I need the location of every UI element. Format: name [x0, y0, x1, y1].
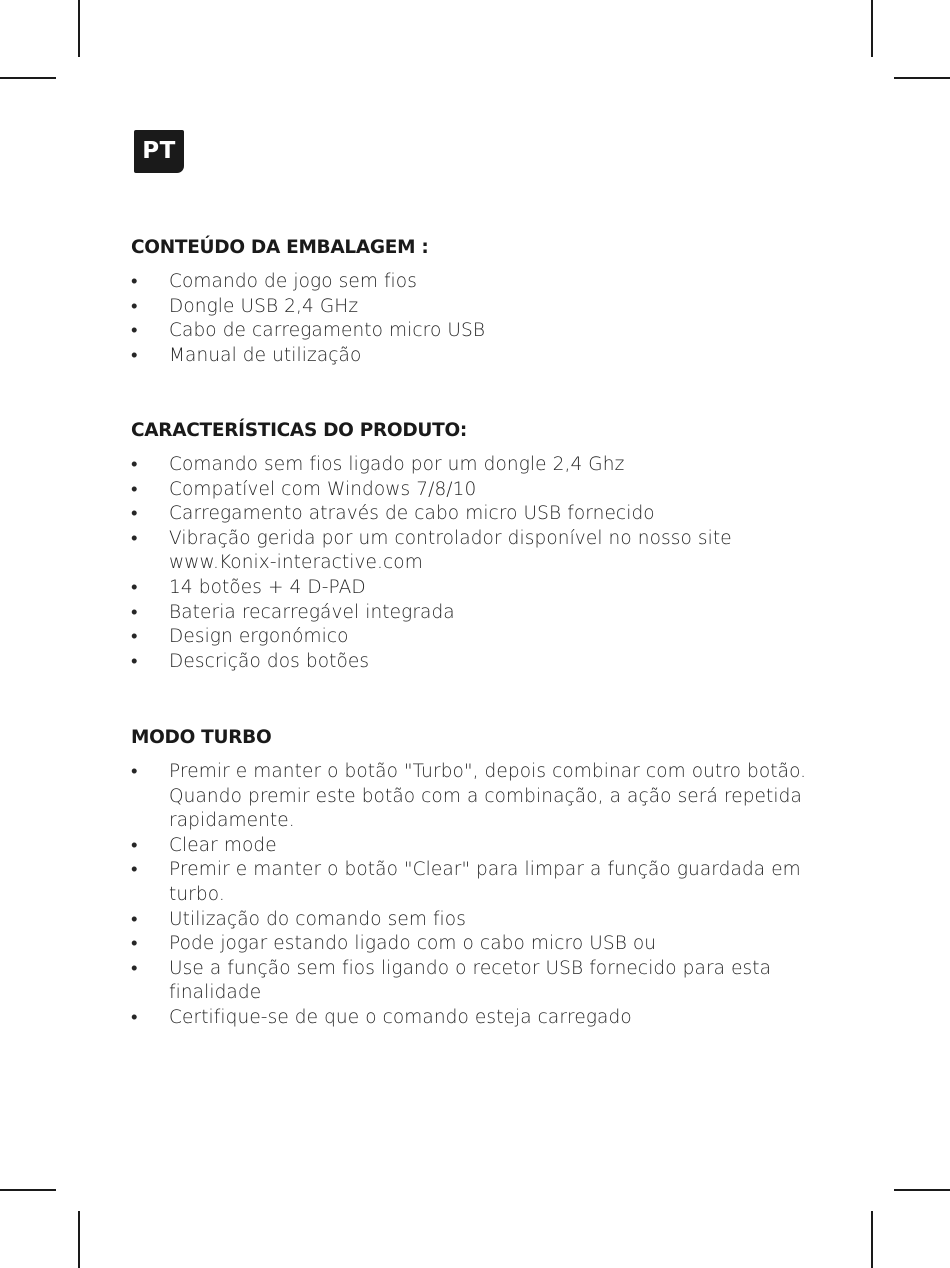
list-item-text: Vibração gerida por um controlador disponível no nosso site www.Konix-interactive.com	[169, 527, 732, 574]
crop-mark-top-left-vertical	[78, 0, 80, 57]
bullet-icon: •	[131, 957, 138, 979]
bullet-icon: •	[131, 271, 138, 292]
list-item	[131, 527, 831, 576]
list-item-text: Use a função sem fios ligando o recetor USB fornecido para esta finalidade	[169, 957, 772, 1004]
list-item	[131, 319, 831, 344]
bullet-icon: •	[131, 834, 138, 856]
crop-mark-bottom-right-horizontal	[894, 1189, 950, 1191]
section-title: MODO TURBO	[131, 727, 272, 748]
list-item-text: 14 botões + 4 D-PAD	[169, 576, 366, 598]
list-item	[131, 478, 831, 503]
bullet-icon: •	[131, 344, 138, 366]
crop-mark-bottom-left-horizontal	[0, 1189, 56, 1191]
list-item-text: Premir e manter o botão "Turbo", depois combinar com outro botão. Quando premir este botão com a combinação, a ação será repetida rapidamente.	[169, 761, 807, 832]
section-package-contents	[131, 236, 831, 368]
bullet-icon: •	[131, 626, 138, 648]
bullet-icon: •	[131, 527, 138, 549]
list-item	[131, 576, 831, 601]
bullet-icon: •	[131, 933, 138, 955]
list-item-text: Bateria recarregável integrada	[169, 601, 455, 623]
bullet-icon: •	[131, 454, 138, 475]
item-list	[131, 270, 831, 368]
crop-mark-top-right-horizontal	[894, 77, 950, 79]
list-item	[131, 344, 831, 369]
crop-mark-top-right-vertical	[871, 0, 873, 57]
list-item	[131, 1006, 831, 1031]
list-item	[131, 453, 831, 478]
list-item	[131, 295, 831, 320]
list-item-text: Certifique-se de que o comando esteja carregado	[169, 1006, 632, 1028]
list-item-text: Clear mode	[169, 834, 277, 856]
list-item-text: Compatível com Windows 7/8/10	[169, 478, 477, 500]
list-item	[131, 650, 831, 675]
crop-mark-bottom-right-vertical	[871, 1211, 873, 1268]
bullet-icon: •	[131, 908, 138, 930]
list-item-text: Cabo de carregamento micro USB	[169, 320, 486, 342]
list-item-text: Carregamento através de cabo micro USB fornecido	[169, 503, 655, 525]
list-item	[131, 932, 831, 957]
list-item	[131, 601, 831, 626]
section-title: CARACTERÍSTICAS DO PRODUTO:	[131, 420, 467, 441]
bullet-icon: •	[131, 761, 138, 782]
bullet-icon: •	[131, 320, 138, 342]
crop-mark-bottom-left-vertical	[78, 1211, 80, 1268]
section-product-features	[131, 419, 831, 674]
bullet-icon: •	[131, 601, 138, 623]
list-item	[131, 760, 831, 834]
list-item	[131, 908, 831, 933]
language-badge: PT	[134, 130, 184, 173]
list-item-text: Descrição dos botões	[169, 650, 370, 672]
bullet-icon: •	[131, 859, 138, 881]
list-item-text: Utilização do comando sem fios	[169, 908, 466, 930]
list-item-text: Comando sem fios ligado por um dongle 2,4 Ghz	[169, 454, 625, 475]
bullet-icon: •	[131, 478, 138, 500]
bullet-icon: •	[131, 295, 138, 317]
bullet-icon: •	[131, 503, 138, 525]
item-list	[131, 453, 831, 674]
list-item	[131, 502, 831, 527]
list-item-text: Dongle USB 2,4 GHz	[169, 295, 359, 317]
list-item-text: Design ergonómico	[169, 626, 349, 648]
list-item	[131, 957, 831, 1006]
bullet-icon: •	[131, 1006, 138, 1028]
list-item-text: Premir e manter o botão "Clear" para limpar a função guardada em turbo.	[169, 859, 801, 905]
list-item-text: Comando de jogo sem fios	[169, 271, 417, 292]
list-item	[131, 625, 831, 650]
section-title: CONTEÚDO DA EMBALAGEM :	[131, 237, 429, 258]
list-item	[131, 858, 831, 907]
list-item-text: Pode jogar estando ligado com o cabo micro USB ou	[169, 933, 657, 955]
list-item	[131, 834, 831, 859]
section-turbo-mode	[131, 726, 831, 1031]
crop-mark-top-left-horizontal	[0, 77, 56, 79]
list-item-text: Manual de utilização	[169, 344, 362, 366]
bullet-icon: •	[131, 576, 138, 598]
list-item	[131, 270, 831, 295]
item-list	[131, 760, 831, 1031]
bullet-icon: •	[131, 650, 138, 672]
